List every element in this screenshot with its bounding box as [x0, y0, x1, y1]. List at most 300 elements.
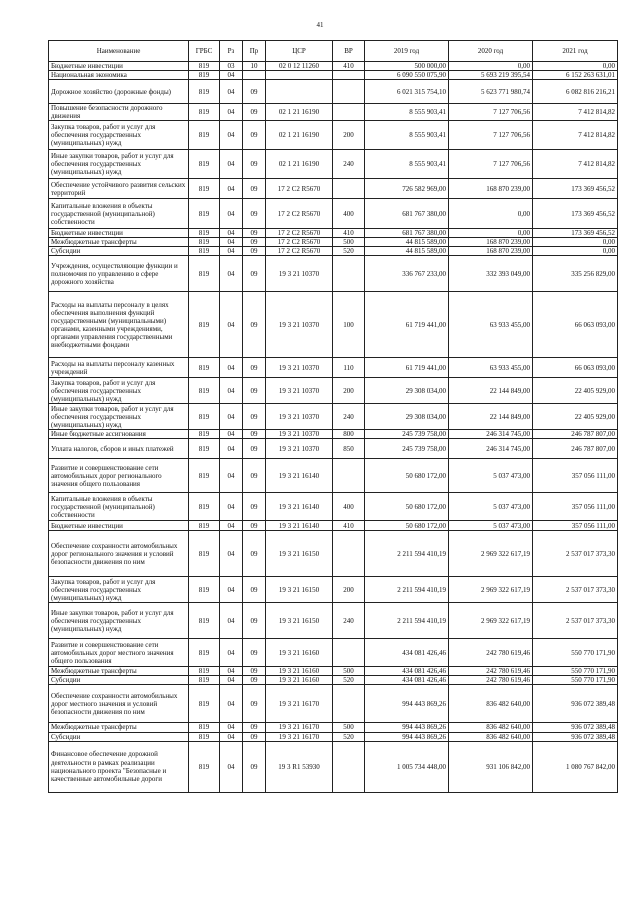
cell-vr	[333, 459, 365, 493]
table-row	[49, 378, 618, 404]
table-row	[49, 80, 618, 104]
cell-rz: 04	[220, 238, 243, 247]
cell-name: Дорожное хозяйство (дорожные фонды)	[49, 80, 189, 104]
cell-csr: 19 3 21 16160	[266, 676, 333, 685]
cell-2019: 29 308 034,00	[365, 378, 449, 404]
cell-2019: 434 081 426,46	[365, 639, 449, 667]
cell-name: Бюджетные инвестиции	[49, 521, 189, 531]
cell-2019: 434 081 426,46	[365, 676, 449, 685]
cell-csr: 19 3 21 10370	[266, 430, 333, 439]
cell-pr: 09	[243, 493, 266, 521]
cell-rz: 04	[220, 521, 243, 531]
cell-grbs: 819	[189, 732, 220, 741]
cell-rz: 04	[220, 256, 243, 292]
cell-2021: 357 056 111,00	[533, 493, 618, 521]
cell-csr: 02 0 12 11260	[266, 62, 333, 71]
cell-vr: 240	[333, 603, 365, 639]
cell-csr: 19 3 21 16170	[266, 732, 333, 741]
cell-rz: 04	[220, 71, 243, 80]
cell-grbs: 819	[189, 439, 220, 459]
cell-rz: 04	[220, 247, 243, 256]
cell-name: Расходы на выплаты персоналу казенных учреждений	[49, 358, 189, 378]
cell-2019: 2 211 594 410,19	[365, 577, 449, 603]
cell-2021: 6 152 263 631,01	[533, 71, 618, 80]
cell-csr: 17 2 C2 R5670	[266, 238, 333, 247]
cell-name: Иные бюджетные ассигнования	[49, 430, 189, 439]
cell-2019: 6 021 315 754,10	[365, 80, 449, 104]
cell-2020: 168 870 239,00	[449, 247, 533, 256]
cell-2021: 357 056 111,00	[533, 459, 618, 493]
cell-vr	[333, 71, 365, 80]
cell-csr: 02 1 21 16190	[266, 104, 333, 121]
cell-csr: 19 3 R1 53930	[266, 741, 333, 792]
cell-vr: 200	[333, 378, 365, 404]
cell-2020: 246 314 745,00	[449, 430, 533, 439]
cell-grbs: 819	[189, 639, 220, 667]
cell-pr: 09	[243, 577, 266, 603]
page-number: 41	[316, 21, 324, 29]
cell-2020: 0,00	[449, 199, 533, 229]
cell-pr: 09	[243, 459, 266, 493]
cell-name: Обеспечение сохранности автомобильных дорог местного значения и условий безопасности движения по ним	[49, 685, 189, 723]
cell-2020: 5 693 219 395,54	[449, 71, 533, 80]
cell-vr: 400	[333, 199, 365, 229]
table-row	[49, 104, 618, 121]
cell-2019: 50 680 172,00	[365, 493, 449, 521]
cell-vr: 410	[333, 229, 365, 238]
cell-2020: 242 780 619,46	[449, 676, 533, 685]
cell-name: Иные закупки товаров, работ и услуг для обеспечения государственных (муниципальных) нужд	[49, 150, 189, 179]
cell-2019: 336 767 233,00	[365, 256, 449, 292]
cell-vr	[333, 685, 365, 723]
cell-pr: 09	[243, 104, 266, 121]
cell-name: Финансовое обеспечение дорожной деятельности в рамках реализации национального проекта "Безопасные и качественные автомобильные дороги	[49, 741, 189, 792]
cell-2019: 994 443 869,26	[365, 685, 449, 723]
table-row	[49, 531, 618, 577]
cell-grbs: 819	[189, 62, 220, 71]
cell-vr: 520	[333, 247, 365, 256]
cell-name: Капитальные вложения в объекты государственной (муниципальной) собственности	[49, 199, 189, 229]
cell-csr	[266, 80, 333, 104]
cell-grbs: 819	[189, 150, 220, 179]
cell-2019: 994 443 869,26	[365, 723, 449, 732]
table-row	[49, 292, 618, 358]
cell-name: Бюджетные инвестиции	[49, 62, 189, 71]
cell-csr: 19 3 21 16140	[266, 521, 333, 531]
cell-grbs: 819	[189, 238, 220, 247]
cell-csr: 02 1 21 16190	[266, 150, 333, 179]
cell-grbs: 819	[189, 179, 220, 199]
cell-2021: 7 412 814,82	[533, 150, 618, 179]
cell-2021: 66 063 093,00	[533, 292, 618, 358]
cell-rz: 04	[220, 179, 243, 199]
cell-vr	[333, 256, 365, 292]
cell-csr: 19 3 21 16150	[266, 603, 333, 639]
cell-rz: 04	[220, 378, 243, 404]
cell-2020: 242 780 619,46	[449, 639, 533, 667]
cell-2019: 1 005 734 448,00	[365, 741, 449, 792]
cell-2020: 63 933 455,00	[449, 292, 533, 358]
cell-csr: 19 3 21 16170	[266, 723, 333, 732]
cell-csr: 19 3 21 10370	[266, 404, 333, 430]
cell-vr	[333, 80, 365, 104]
cell-grbs: 819	[189, 741, 220, 792]
header-2019: 2019 год	[365, 41, 449, 62]
cell-name: Субсидии	[49, 732, 189, 741]
cell-pr: 09	[243, 430, 266, 439]
cell-vr: 500	[333, 667, 365, 676]
cell-2021: 550 770 171,90	[533, 676, 618, 685]
cell-2019: 2 211 594 410,19	[365, 603, 449, 639]
cell-name: Субсидии	[49, 247, 189, 256]
cell-pr: 09	[243, 676, 266, 685]
cell-2021: 246 787 807,00	[533, 439, 618, 459]
table-row	[49, 179, 618, 199]
cell-2020: 2 969 322 617,19	[449, 577, 533, 603]
cell-rz: 04	[220, 732, 243, 741]
table-row	[49, 121, 618, 150]
cell-vr: 200	[333, 121, 365, 150]
cell-pr: 09	[243, 732, 266, 741]
table-row	[49, 577, 618, 603]
cell-2020: 5 037 473,00	[449, 459, 533, 493]
cell-csr: 17 2 C2 R5670	[266, 247, 333, 256]
cell-2020: 242 780 619,46	[449, 667, 533, 676]
cell-vr	[333, 179, 365, 199]
cell-2020: 0,00	[449, 62, 533, 71]
cell-name: Уплата налогов, сборов и иных платежей	[49, 439, 189, 459]
cell-2021: 7 412 814,82	[533, 104, 618, 121]
cell-grbs: 819	[189, 378, 220, 404]
cell-pr: 09	[243, 439, 266, 459]
cell-rz: 04	[220, 292, 243, 358]
header-csr: ЦСР	[266, 41, 333, 62]
cell-2019: 8 555 903,41	[365, 104, 449, 121]
cell-grbs: 819	[189, 459, 220, 493]
table-row	[49, 667, 618, 676]
cell-rz: 04	[220, 603, 243, 639]
cell-rz: 04	[220, 741, 243, 792]
cell-pr: 09	[243, 685, 266, 723]
table-row	[49, 62, 618, 71]
header-name: Наименование	[49, 41, 189, 62]
cell-pr: 09	[243, 238, 266, 247]
cell-2020: 5 037 473,00	[449, 521, 533, 531]
cell-pr: 09	[243, 639, 266, 667]
cell-rz: 04	[220, 80, 243, 104]
cell-vr	[333, 104, 365, 121]
table-body	[49, 62, 618, 793]
cell-2021: 0,00	[533, 62, 618, 71]
cell-csr: 19 3 21 10370	[266, 292, 333, 358]
cell-pr: 09	[243, 358, 266, 378]
cell-2021: 2 537 017 373,30	[533, 531, 618, 577]
cell-name: Бюджетные инвестиции	[49, 229, 189, 238]
cell-pr: 09	[243, 229, 266, 238]
cell-2019: 61 719 441,00	[365, 358, 449, 378]
cell-name: Межбюджетные трансферты	[49, 723, 189, 732]
cell-rz: 04	[220, 723, 243, 732]
cell-vr: 800	[333, 430, 365, 439]
cell-name: Обеспечение устойчивого развития сельских территорий	[49, 179, 189, 199]
cell-csr: 02 1 21 16190	[266, 121, 333, 150]
cell-2020: 332 393 049,00	[449, 256, 533, 292]
cell-csr: 19 3 21 16150	[266, 531, 333, 577]
cell-2020: 63 933 455,00	[449, 358, 533, 378]
cell-vr: 100	[333, 292, 365, 358]
cell-2021: 22 405 929,00	[533, 378, 618, 404]
cell-rz: 04	[220, 229, 243, 238]
cell-csr: 19 3 21 16160	[266, 667, 333, 676]
cell-name: Закупка товаров, работ и услуг для обеспечения государственных (муниципальных) нужд	[49, 121, 189, 150]
cell-grbs: 819	[189, 229, 220, 238]
cell-grbs: 819	[189, 577, 220, 603]
table-row	[49, 404, 618, 430]
cell-vr	[333, 531, 365, 577]
cell-2019: 2 211 594 410,19	[365, 531, 449, 577]
cell-grbs: 819	[189, 71, 220, 80]
cell-csr: 19 3 21 10370	[266, 256, 333, 292]
header-2020: 2020 год	[449, 41, 533, 62]
cell-csr	[266, 71, 333, 80]
cell-vr	[333, 639, 365, 667]
cell-rz: 04	[220, 358, 243, 378]
cell-rz: 04	[220, 676, 243, 685]
table-row	[49, 199, 618, 229]
table-row	[49, 439, 618, 459]
cell-2021: 550 770 171,90	[533, 667, 618, 676]
table-row	[49, 685, 618, 723]
cell-2020: 22 144 849,00	[449, 404, 533, 430]
cell-grbs: 819	[189, 199, 220, 229]
cell-pr: 09	[243, 603, 266, 639]
table-row	[49, 603, 618, 639]
cell-2020: 168 870 239,00	[449, 238, 533, 247]
cell-2019: 61 719 441,00	[365, 292, 449, 358]
cell-2019: 681 767 380,00	[365, 199, 449, 229]
cell-rz: 04	[220, 150, 243, 179]
cell-name: Учреждения, осуществляющие функции и полномочия по управлению в сфере дорожного хозяйства	[49, 256, 189, 292]
cell-2020: 22 144 849,00	[449, 378, 533, 404]
cell-2021: 7 412 814,82	[533, 121, 618, 150]
cell-csr: 17 2 C2 R5670	[266, 199, 333, 229]
cell-grbs: 819	[189, 603, 220, 639]
table-row	[49, 459, 618, 493]
cell-grbs: 819	[189, 256, 220, 292]
cell-2020: 5 037 473,00	[449, 493, 533, 521]
cell-vr: 410	[333, 521, 365, 531]
table-row	[49, 256, 618, 292]
table-row	[49, 358, 618, 378]
cell-2020: 2 969 322 617,19	[449, 531, 533, 577]
table-row	[49, 247, 618, 256]
cell-2021: 936 072 389,48	[533, 723, 618, 732]
cell-2019: 44 815 589,00	[365, 247, 449, 256]
table-row	[49, 639, 618, 667]
cell-2020: 168 870 239,00	[449, 179, 533, 199]
cell-pr: 09	[243, 723, 266, 732]
cell-pr: 09	[243, 121, 266, 150]
table-row	[49, 732, 618, 741]
cell-grbs: 819	[189, 493, 220, 521]
cell-2019: 8 555 903,41	[365, 121, 449, 150]
cell-pr: 09	[243, 150, 266, 179]
cell-2019: 29 308 034,00	[365, 404, 449, 430]
cell-rz: 04	[220, 531, 243, 577]
header-grbs: ГРБС	[189, 41, 220, 62]
table-row	[49, 676, 618, 685]
cell-2019: 726 582 969,00	[365, 179, 449, 199]
table-row	[49, 430, 618, 439]
cell-vr: 520	[333, 732, 365, 741]
cell-2019: 8 555 903,41	[365, 150, 449, 179]
cell-pr: 09	[243, 199, 266, 229]
cell-grbs: 819	[189, 521, 220, 531]
cell-pr	[243, 71, 266, 80]
cell-pr: 09	[243, 741, 266, 792]
cell-2020: 836 482 640,00	[449, 732, 533, 741]
cell-grbs: 819	[189, 247, 220, 256]
cell-rz: 04	[220, 685, 243, 723]
cell-vr: 850	[333, 439, 365, 459]
cell-rz: 04	[220, 430, 243, 439]
header-rz: Рз	[220, 41, 243, 62]
cell-pr: 09	[243, 404, 266, 430]
cell-name: Обеспечение сохранности автомобильных дорог регионального значения и условий безопасности движения по ним	[49, 531, 189, 577]
cell-pr: 10	[243, 62, 266, 71]
cell-rz: 03	[220, 62, 243, 71]
cell-pr: 09	[243, 378, 266, 404]
cell-pr: 09	[243, 247, 266, 256]
cell-2020: 7 127 706,56	[449, 121, 533, 150]
cell-2019: 500 000,00	[365, 62, 449, 71]
cell-csr: 19 3 21 16150	[266, 577, 333, 603]
cell-rz: 04	[220, 577, 243, 603]
cell-2020: 5 623 771 980,74	[449, 80, 533, 104]
cell-vr: 240	[333, 150, 365, 179]
cell-2021: 2 537 017 373,30	[533, 603, 618, 639]
cell-grbs: 819	[189, 676, 220, 685]
cell-csr: 19 3 21 10370	[266, 378, 333, 404]
table-row	[49, 521, 618, 531]
cell-csr: 17 2 C2 R5670	[266, 179, 333, 199]
cell-rz: 04	[220, 439, 243, 459]
cell-pr: 09	[243, 80, 266, 104]
cell-name: Расходы на выплаты персоналу в целях обеспечения выполнения функций государственными (муниципальными) органами, казенными учреждениями, органами управления государственными внебюджетными фондами	[49, 292, 189, 358]
cell-rz: 04	[220, 639, 243, 667]
cell-2021: 335 256 829,00	[533, 256, 618, 292]
cell-pr: 09	[243, 292, 266, 358]
cell-name: Повышение безопасности дорожного движения	[49, 104, 189, 121]
cell-csr: 19 3 21 10370	[266, 358, 333, 378]
cell-2020: 246 314 745,00	[449, 439, 533, 459]
table-header-row	[49, 41, 618, 62]
budget-table	[48, 40, 618, 793]
cell-2019: 50 680 172,00	[365, 521, 449, 531]
cell-csr: 19 3 21 16160	[266, 639, 333, 667]
cell-pr: 09	[243, 179, 266, 199]
cell-vr: 400	[333, 493, 365, 521]
cell-2020: 836 482 640,00	[449, 723, 533, 732]
cell-vr: 520	[333, 676, 365, 685]
cell-2019: 434 081 426,46	[365, 667, 449, 676]
cell-csr: 19 3 21 10370	[266, 439, 333, 459]
cell-2020: 0,00	[449, 229, 533, 238]
cell-2021: 0,00	[533, 247, 618, 256]
cell-grbs: 819	[189, 80, 220, 104]
cell-vr: 110	[333, 358, 365, 378]
cell-vr: 500	[333, 723, 365, 732]
table-row	[49, 238, 618, 247]
cell-grbs: 819	[189, 104, 220, 121]
cell-rz: 04	[220, 667, 243, 676]
cell-2021: 936 072 389,48	[533, 685, 618, 723]
table-row	[49, 741, 618, 792]
cell-2021: 936 072 389,48	[533, 732, 618, 741]
cell-rz: 04	[220, 199, 243, 229]
cell-2019: 994 443 869,26	[365, 732, 449, 741]
cell-2021: 6 082 816 216,21	[533, 80, 618, 104]
cell-name: Развитие и совершенствование сети автомобильных дорог регионального значения общего пользования	[49, 459, 189, 493]
cell-pr: 09	[243, 256, 266, 292]
cell-2021: 0,00	[533, 238, 618, 247]
cell-2020: 2 969 322 617,19	[449, 603, 533, 639]
cell-vr	[333, 741, 365, 792]
cell-2021: 66 063 093,00	[533, 358, 618, 378]
cell-2021: 1 080 767 842,00	[533, 741, 618, 792]
cell-vr: 200	[333, 577, 365, 603]
header-pr: Пр	[243, 41, 266, 62]
cell-2021: 173 369 456,52	[533, 179, 618, 199]
table-row	[49, 150, 618, 179]
cell-vr: 240	[333, 404, 365, 430]
cell-name: Иные закупки товаров, работ и услуг для обеспечения государственных (муниципальных) нужд	[49, 603, 189, 639]
cell-2021: 246 787 807,00	[533, 430, 618, 439]
cell-2021: 357 056 111,00	[533, 521, 618, 531]
table-row	[49, 493, 618, 521]
cell-vr: 410	[333, 62, 365, 71]
cell-grbs: 819	[189, 430, 220, 439]
cell-grbs: 819	[189, 358, 220, 378]
cell-2021: 173 369 456,52	[533, 199, 618, 229]
cell-2019: 245 739 758,00	[365, 430, 449, 439]
cell-csr: 19 3 21 16170	[266, 685, 333, 723]
cell-2020: 931 106 842,00	[449, 741, 533, 792]
cell-grbs: 819	[189, 404, 220, 430]
cell-rz: 04	[220, 104, 243, 121]
cell-2021: 550 770 171,90	[533, 639, 618, 667]
cell-csr: 19 3 21 16140	[266, 493, 333, 521]
table-row	[49, 71, 618, 80]
cell-2019: 6 090 550 075,90	[365, 71, 449, 80]
cell-2020: 7 127 706,56	[449, 104, 533, 121]
cell-grbs: 819	[189, 121, 220, 150]
cell-2020: 836 482 640,00	[449, 685, 533, 723]
cell-2019: 245 739 758,00	[365, 439, 449, 459]
cell-grbs: 819	[189, 531, 220, 577]
cell-name: Развитие и совершенствование сети автомобильных дорог местного значения общего пользования	[49, 639, 189, 667]
cell-2021: 22 405 929,00	[533, 404, 618, 430]
cell-csr: 19 3 21 16140	[266, 459, 333, 493]
cell-pr: 09	[243, 531, 266, 577]
cell-2019: 681 767 380,00	[365, 229, 449, 238]
cell-name: Межбюджетные трансферты	[49, 667, 189, 676]
header-2021: 2021 год	[533, 41, 618, 62]
table-row	[49, 723, 618, 732]
cell-grbs: 819	[189, 723, 220, 732]
cell-pr: 09	[243, 667, 266, 676]
cell-rz: 04	[220, 459, 243, 493]
